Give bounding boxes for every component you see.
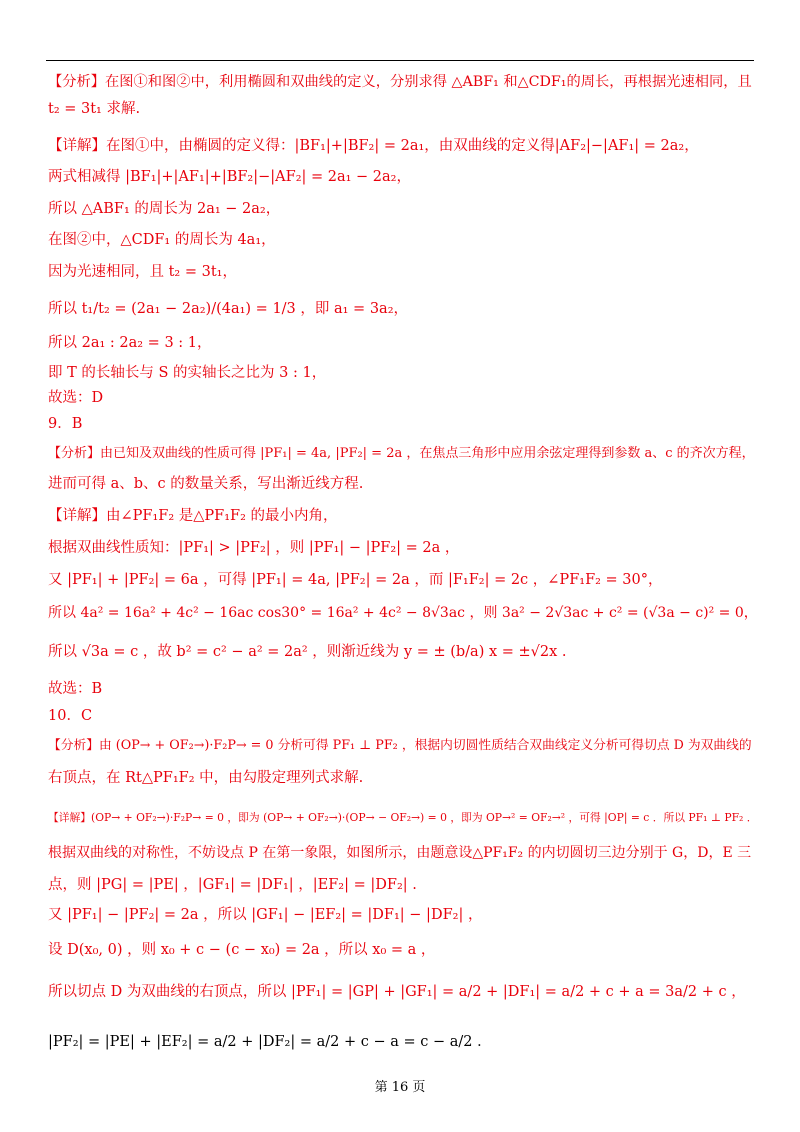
header-rule <box>46 60 754 61</box>
analysis-9-line-2: 进而可得 a、b、c 的数量关系，写出渐近线方程. <box>48 476 364 492</box>
detail-8-line-3: 所以 △ABF₁ 的周长为 2a₁ − 2a₂， <box>48 201 281 217</box>
detail-10-line-3: 点，则 |PG| = |PE| ，|GF₁| = |DF₁| ，|EF₂| = |DF₂| . <box>48 877 417 893</box>
detail-10-line-5: 设 D(x₀, 0) ，则 x₀ + c − (c − x₀) = 2a ，所以 x₀ = a ， <box>48 942 436 958</box>
detail-9-line-4: 所以 4a² = 16a² + 4c² − 16ac cos30° = 16a² + 4c² − 8√3ac ，则 3a² − 2√3ac + c² = (√3a − c)² = 0， <box>48 605 758 621</box>
analysis-9-line-1: 【分析】由已知及双曲线的性质可得 |PF₁| = 4a, |PF₂| = 2a ，在焦点三角形中应用余弦定理得到参数 a、c 的齐次方程， <box>48 446 755 461</box>
analysis-10-line-2: 右顶点，在 Rt△PF₁F₂ 中，由勾股定理列式求解. <box>48 770 364 786</box>
detail-8-line-1: 【详解】在图①中，由椭圆的定义得：|BF₁|+|BF₂| = 2a₁，由双曲线的定义得|AF₂|−|AF₁| = 2a₂， <box>48 138 699 154</box>
detail-8-line-7: 所以 2a₁ : 2a₂ = 3 : 1， <box>48 335 212 351</box>
detail-8-line-6: 所以 t₁/t₂ = (2a₁ − 2a₂)/(4a₁) = 1/3 ，即 a₁ = 3a₂， <box>48 301 409 317</box>
detail-10-line-1: 【详解】(OP→ + OF₂→)·F₂P→ = 0 ，即为 (OP→ + OF₂→)·(OP→ − OF₂→) = 0 ，即为 OP→² = OF₂→² ，可得 |OP| = c ．所以 PF₁ ⊥ PF₂ ． <box>48 811 758 824</box>
detail-8-line-8: 即 T 的长轴长与 S 的实轴长之比为 3 : 1， <box>48 365 327 381</box>
analysis-8-line-2: t₂ = 3t₁ 求解. <box>48 101 141 117</box>
question-10-heading: 10．C <box>48 708 93 724</box>
detail-10-line-7: |PF₂| = |PE| + |EF₂| = a/2 + |DF₂| = a/2 + c − a = c − a/2 ． <box>48 1034 492 1050</box>
analysis-10-line-1: 【分析】由 (OP→ + OF₂→)·F₂P→ = 0 分析可得 PF₁ ⊥ PF₂ ，根据内切圆性质结合双曲线定义分析可得切点 D 为双曲线的 <box>48 738 752 753</box>
detail-9-line-5: 所以 √3a = c ，故 b² = c² − a² = 2a² ，则渐近线为 y = ± (b/a) x = ±√2x . <box>48 644 567 660</box>
answer-9: 故选：B <box>48 681 103 697</box>
question-9-heading: 9．B <box>48 416 83 432</box>
detail-9-line-2: 根据双曲线性质知：|PF₁| > |PF₂| ，则 |PF₁| − |PF₂| = 2a ， <box>48 540 460 556</box>
detail-10-line-2: 根据双曲线的对称性，不妨设点 P 在第一象限，如图所示，由题意设△PF₁F₂ 的内切圆切三边分别于 G，D，E 三 <box>48 845 752 861</box>
analysis-8-line-1: 【分析】在图①和图②中，利用椭圆和双曲线的定义，分别求得 △ABF₁ 和△CDF₁的周长，再根据光速相同，且 <box>48 74 752 90</box>
detail-9-line-1: 【详解】由∠PF₁F₂ 是△PF₁F₂ 的最小内角， <box>48 508 338 524</box>
detail-10-line-4: 又 |PF₁| − |PF₂| = 2a ，所以 |GF₁| − |EF₂| = |DF₁| − |DF₂| ， <box>48 907 483 923</box>
detail-8-line-5: 因为光速相同，且 t₂ = 3t₁， <box>48 264 237 280</box>
detail-9-line-3: 又 |PF₁| + |PF₂| = 6a ，可得 |PF₁| = 4a, |PF₂| = 2a ，而 |F₁F₂| = 2c ，∠PF₁F₂ = 30°， <box>48 572 663 588</box>
answer-8: 故选：D <box>48 390 104 406</box>
detail-10-line-6: 所以切点 D 为双曲线的右顶点，所以 |PF₁| = |GP| + |GF₁| = a/2 + |DF₁| = a/2 + c + a = 3a/2 + c ， <box>48 984 746 1000</box>
detail-8-line-4: 在图②中，△CDF₁ 的周长为 4a₁， <box>48 232 276 248</box>
detail-8-line-2: 两式相减得 |BF₁|+|AF₁|+|BF₂|−|AF₂| = 2a₁ − 2a₂， <box>48 169 411 185</box>
page-number: 第 16 页 <box>374 1080 426 1095</box>
